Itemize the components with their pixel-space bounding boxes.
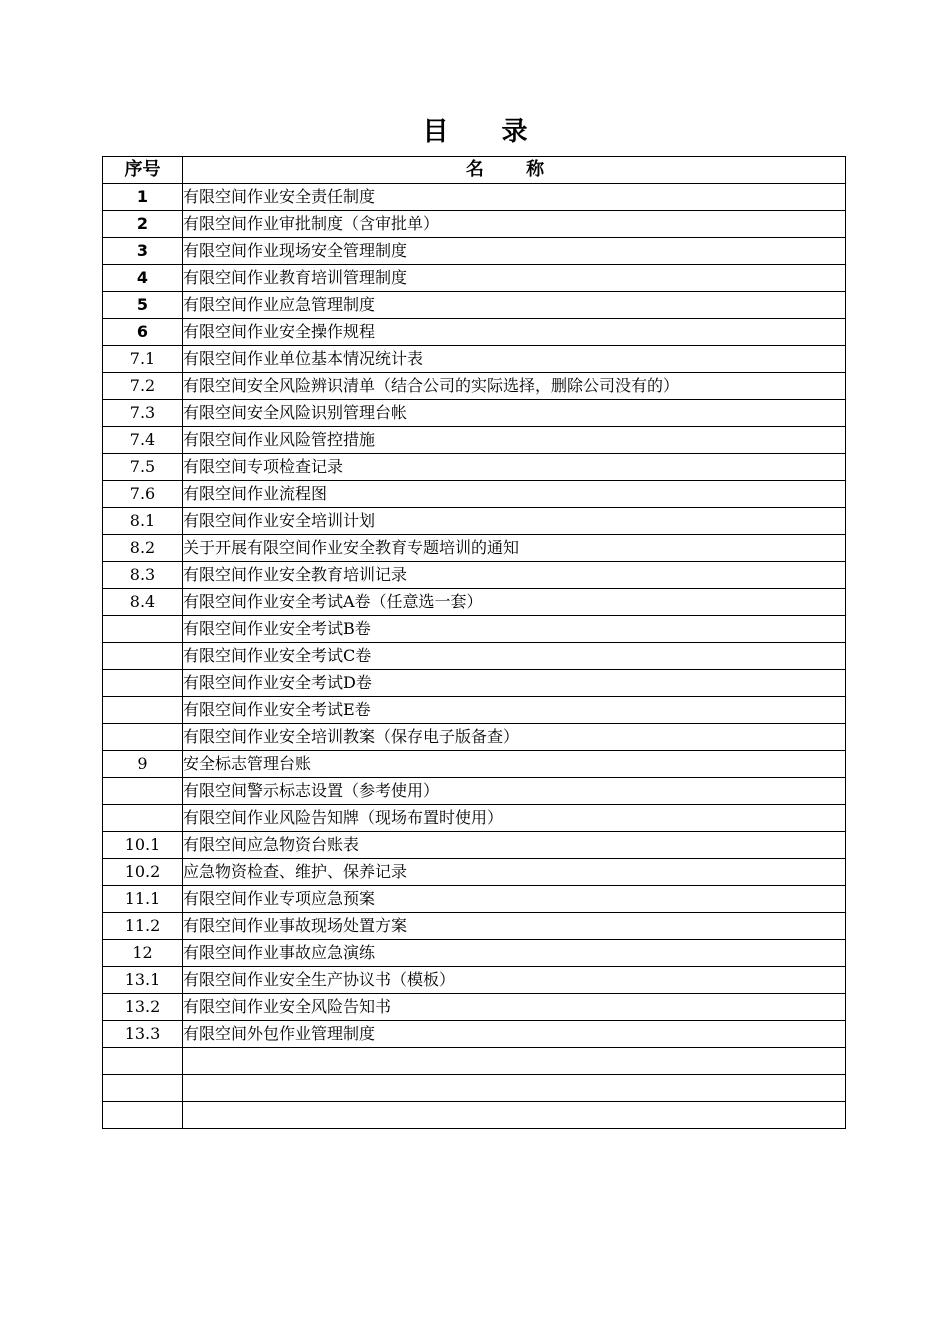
toc-body xyxy=(103,184,846,1129)
row-name: 有限空间作业应急管理制度 xyxy=(183,292,846,319)
row-name: 有限空间作业安全培训计划 xyxy=(183,508,846,535)
row-number: 7.2 xyxy=(103,373,183,400)
table-row xyxy=(103,832,846,859)
header-number: 序号 xyxy=(103,157,183,184)
row-name: 应急物资检查、维护、保养记录 xyxy=(183,859,846,886)
row-number: 13.1 xyxy=(103,967,183,994)
table-row xyxy=(103,508,846,535)
table-row xyxy=(103,778,846,805)
row-number: 11.1 xyxy=(103,886,183,913)
table-row xyxy=(103,859,846,886)
row-number: 8.4 xyxy=(103,589,183,616)
row-name: 有限空间作业审批制度（含审批单） xyxy=(183,211,846,238)
table-row xyxy=(103,319,846,346)
row-name: 有限空间作业安全考试D卷 xyxy=(183,670,846,697)
table-row xyxy=(103,481,846,508)
row-name: 有限空间作业安全生产协议书（模板） xyxy=(183,967,846,994)
table-row xyxy=(103,805,846,832)
row-number: 8.1 xyxy=(103,508,183,535)
table-row xyxy=(103,886,846,913)
row-name: 有限空间作业事故应急演练 xyxy=(183,940,846,967)
row-number: 10.2 xyxy=(103,859,183,886)
table-header-row xyxy=(103,157,846,184)
table-row xyxy=(103,562,846,589)
table-row xyxy=(103,400,846,427)
row-number: 2 xyxy=(103,211,183,238)
table-row xyxy=(103,994,846,1021)
table-row xyxy=(103,454,846,481)
row-name: 有限空间作业安全风险告知书 xyxy=(183,994,846,1021)
row-name: 有限空间专项检查记录 xyxy=(183,454,846,481)
table-row xyxy=(103,940,846,967)
header-name: 名 称 xyxy=(183,157,846,184)
row-name: 有限空间作业专项应急预案 xyxy=(183,886,846,913)
table-row xyxy=(103,1048,846,1075)
row-name: 有限空间安全风险辨识清单（结合公司的实际选择，删除公司没有的） xyxy=(183,373,846,400)
row-name: 有限空间作业单位基本情况统计表 xyxy=(183,346,846,373)
row-number: 7.3 xyxy=(103,400,183,427)
row-name: 有限空间作业风险管控措施 xyxy=(183,427,846,454)
row-number xyxy=(103,778,183,805)
table-row xyxy=(103,265,846,292)
row-name: 有限空间作业安全教育培训记录 xyxy=(183,562,846,589)
row-number: 7.5 xyxy=(103,454,183,481)
row-number: 13.3 xyxy=(103,1021,183,1048)
row-name: 有限空间作业安全考试E卷 xyxy=(183,697,846,724)
row-name: 有限空间作业风险告知牌（现场布置时使用） xyxy=(183,805,846,832)
row-number xyxy=(103,1102,183,1129)
row-number xyxy=(103,643,183,670)
row-number: 1 xyxy=(103,184,183,211)
row-name: 有限空间应急物资台账表 xyxy=(183,832,846,859)
row-number: 10.1 xyxy=(103,832,183,859)
row-number xyxy=(103,1075,183,1102)
table-row xyxy=(103,967,846,994)
row-name: 有限空间作业安全考试A卷（任意选一套） xyxy=(183,589,846,616)
table-row xyxy=(103,1021,846,1048)
row-number: 4 xyxy=(103,265,183,292)
row-name: 有限空间作业安全培训教案（保存电子版备查） xyxy=(183,724,846,751)
table-row xyxy=(103,184,846,211)
toc-table xyxy=(102,156,846,1129)
row-number: 9 xyxy=(103,751,183,778)
table-row xyxy=(103,670,846,697)
row-name xyxy=(183,1102,846,1129)
table-row xyxy=(103,589,846,616)
table-row xyxy=(103,292,846,319)
row-number xyxy=(103,670,183,697)
row-name: 有限空间作业现场安全管理制度 xyxy=(183,238,846,265)
table-row xyxy=(103,346,846,373)
row-number: 13.2 xyxy=(103,994,183,1021)
row-name: 关于开展有限空间作业安全教育专题培训的通知 xyxy=(183,535,846,562)
row-number: 11.2 xyxy=(103,913,183,940)
row-number xyxy=(103,697,183,724)
row-name: 有限空间作业事故现场处置方案 xyxy=(183,913,846,940)
table-row xyxy=(103,373,846,400)
row-number: 6 xyxy=(103,319,183,346)
row-name: 有限空间警示标志设置（参考使用） xyxy=(183,778,846,805)
row-number xyxy=(103,616,183,643)
table-row xyxy=(103,1075,846,1102)
row-name: 有限空间作业安全考试B卷 xyxy=(183,616,846,643)
table-row xyxy=(103,211,846,238)
row-number: 7.4 xyxy=(103,427,183,454)
row-name: 有限空间作业安全考试C卷 xyxy=(183,643,846,670)
table-row xyxy=(103,913,846,940)
row-name: 安全标志管理台账 xyxy=(183,751,846,778)
table-row xyxy=(103,616,846,643)
table-row xyxy=(103,643,846,670)
table-row xyxy=(103,1102,846,1129)
row-name: 有限空间作业安全责任制度 xyxy=(183,184,846,211)
row-number xyxy=(103,724,183,751)
row-name: 有限空间作业流程图 xyxy=(183,481,846,508)
row-name: 有限空间作业教育培训管理制度 xyxy=(183,265,846,292)
table-row xyxy=(103,697,846,724)
row-number: 3 xyxy=(103,238,183,265)
row-name xyxy=(183,1075,846,1102)
row-number: 8.3 xyxy=(103,562,183,589)
row-number: 5 xyxy=(103,292,183,319)
row-number: 12 xyxy=(103,940,183,967)
table-row xyxy=(103,427,846,454)
table-row xyxy=(103,751,846,778)
row-number: 7.1 xyxy=(103,346,183,373)
row-number xyxy=(103,1048,183,1075)
row-name: 有限空间作业安全操作规程 xyxy=(183,319,846,346)
row-name: 有限空间安全风险识别管理台帐 xyxy=(183,400,846,427)
row-number: 8.2 xyxy=(103,535,183,562)
page-title: 目 录 xyxy=(422,117,550,147)
row-number xyxy=(103,805,183,832)
table-row xyxy=(103,238,846,265)
row-name xyxy=(183,1048,846,1075)
row-number: 7.6 xyxy=(103,481,183,508)
table-row xyxy=(103,535,846,562)
table-row xyxy=(103,724,846,751)
row-name: 有限空间外包作业管理制度 xyxy=(183,1021,846,1048)
